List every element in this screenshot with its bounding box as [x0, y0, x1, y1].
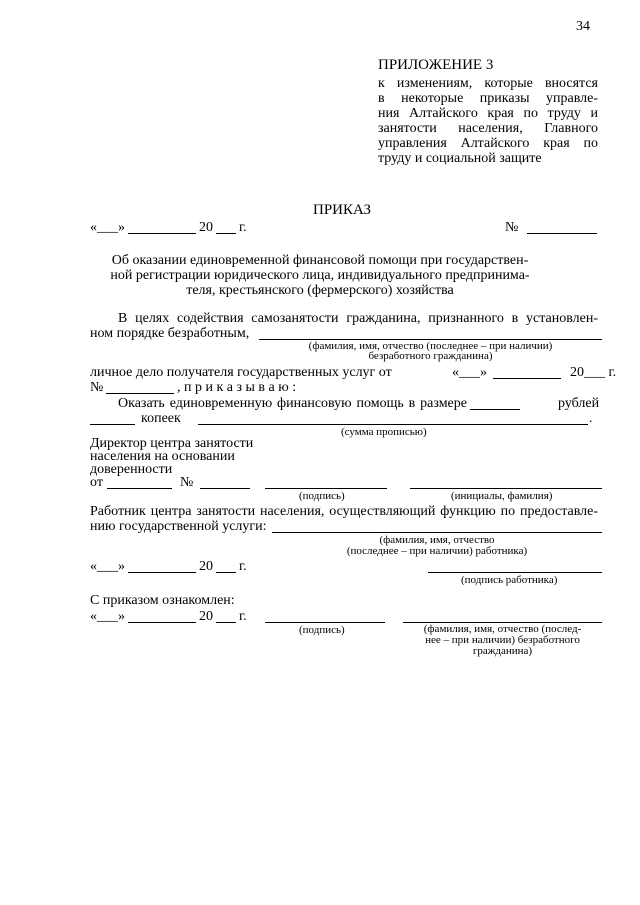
body-paragraph-1: В целях содействия самозанятости гражданина, признанного в установлен-	[118, 311, 598, 326]
worker-signature-line	[428, 572, 602, 573]
caption-acquainted-name: (фамилия, имя, отчество (послед-	[423, 623, 582, 635]
acquainted-label: С приказом ознакомлен:	[90, 593, 235, 608]
sum-in-words-line	[198, 424, 588, 425]
order-date-month-line	[128, 233, 196, 234]
page-number: 34	[576, 19, 590, 34]
appendix-line: труду и социальной защите	[378, 151, 542, 166]
subject-line: Об оказании единовременной финансовой помощи при государствен-	[111, 253, 529, 268]
appendix-line: к изменениям, которые вносятся	[378, 76, 598, 91]
director-signature-line	[265, 488, 387, 489]
director-date-line	[107, 488, 172, 489]
acquainted-date-month-line	[128, 622, 196, 623]
acquainted-year-prefix: 20	[199, 609, 213, 624]
caption-acquainted-name: гражданина)	[472, 645, 533, 657]
worker-date-day: «___»	[90, 559, 125, 574]
worker-text: Работник центра занятости населения, осуществляющий функцию по предоставле-	[90, 504, 598, 519]
body-paragraph-1-cont: ном порядке безработным,	[90, 326, 250, 341]
rubles-label: рублей	[558, 396, 600, 411]
worker-year-prefix: 20	[199, 559, 213, 574]
sum-period: .	[589, 411, 593, 426]
order-year-line	[216, 233, 236, 234]
order-date-day: «___»	[90, 220, 125, 235]
order-year-prefix: 20	[199, 220, 213, 235]
personal-file-year: 20___ г.	[570, 365, 617, 380]
worker-date-month-line	[128, 572, 196, 573]
personal-file-text: личное дело получателя государственных услуг от	[90, 365, 392, 380]
acquainted-signature-line	[265, 622, 385, 623]
acquainted-year-line	[216, 622, 236, 623]
director-number-label: №	[180, 475, 194, 490]
subject-line: ной регистрации юридического лица, индивидуального предпринима-	[110, 268, 530, 283]
director-line: доверенности	[90, 462, 173, 477]
order-number-label: №	[505, 220, 519, 235]
order-title: ПРИКАЗ	[313, 202, 371, 218]
appendix-title: ПРИЛОЖЕНИЕ 3	[378, 57, 494, 73]
personal-file-number-label: №	[90, 380, 104, 395]
rubles-line	[470, 409, 520, 410]
director-line: Директор центра занятости	[90, 436, 254, 451]
caption-acquainted-signature: (подпись)	[299, 624, 345, 636]
caption-director-initials: (инициалы, фамилия)	[451, 490, 553, 502]
director-line: населения на основании	[90, 449, 235, 464]
worker-text-cont: нию государственной услуги:	[90, 519, 267, 534]
kopecks-line	[90, 424, 135, 425]
appendix-line: управления Алтайского края по	[378, 136, 598, 151]
order-number-line	[527, 233, 597, 234]
caption-director-signature: (подпись)	[299, 490, 345, 502]
assistance-amount-text: Оказать единовременную финансовую помощь в размере	[118, 396, 467, 411]
worker-name-line	[272, 532, 602, 533]
kopecks-label: копеек	[141, 411, 181, 426]
acquainted-year-suffix: г.	[239, 609, 247, 624]
order-year-suffix: г.	[239, 220, 247, 235]
personal-file-date: «___»	[452, 365, 487, 380]
personal-file-month-line	[493, 378, 561, 379]
subject-line: теля, крестьянского (фермерского) хозяйства	[186, 283, 454, 298]
appendix-line: занятости населения, Главного	[378, 121, 598, 136]
appendix-line: в некоторые приказы управле-	[378, 91, 598, 106]
caption-unemployed-name: (фамилия, имя, отчество (последнее – при наличии)	[308, 340, 553, 352]
caption-worker-name: (последнее – при наличии) работника)	[346, 545, 528, 557]
caption-acquainted-name: нее – при наличии) безработного	[425, 634, 580, 646]
caption-worker-signature: (подпись работника)	[461, 574, 558, 586]
acquainted-date-day: «___»	[90, 609, 125, 624]
worker-year-line	[216, 572, 236, 573]
personal-file-number-line	[106, 393, 174, 394]
director-number-line	[200, 488, 250, 489]
order-directive: , п р и к а з ы в а ю :	[177, 380, 297, 395]
caption-sum-in-words: (сумма прописью)	[341, 426, 427, 438]
worker-year-suffix: г.	[239, 559, 247, 574]
director-initials-line	[410, 488, 602, 489]
caption-worker-name: (фамилия, имя, отчество	[379, 534, 495, 546]
director-from-label: от	[90, 475, 103, 490]
appendix-line: ния Алтайского края по труду и	[378, 106, 598, 121]
caption-unemployed-name: безработного гражданина)	[368, 350, 493, 362]
